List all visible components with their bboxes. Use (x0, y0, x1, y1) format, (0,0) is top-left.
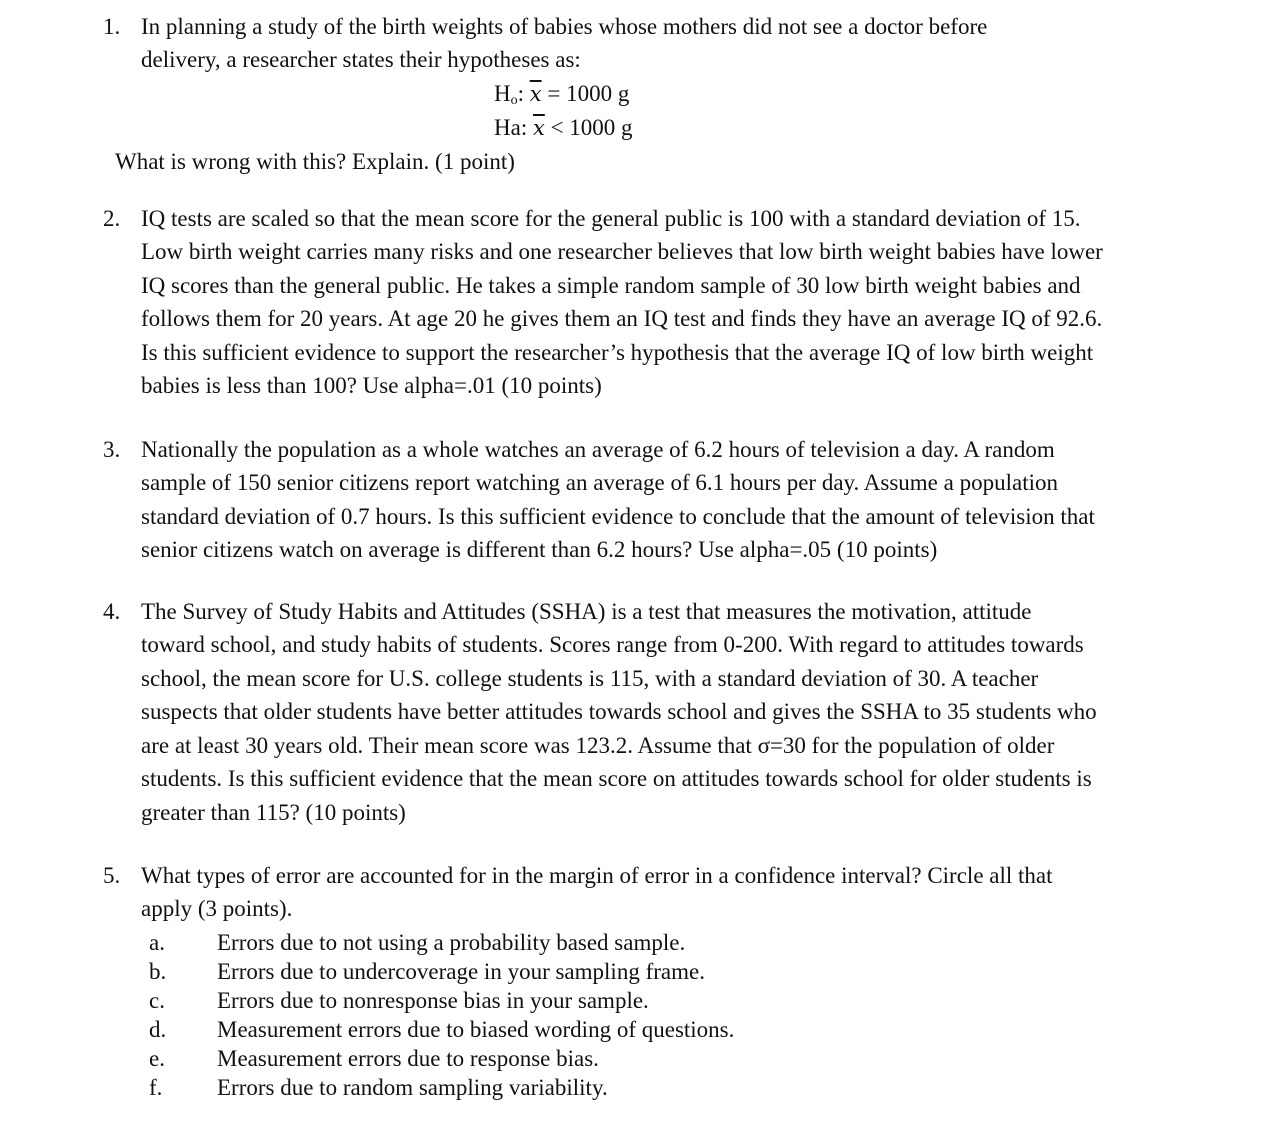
option-text: Errors due to not using a probability based sample. (217, 930, 686, 955)
option-letter: c. (149, 988, 165, 1013)
option-text: Measurement errors due to response bias. (217, 1046, 599, 1071)
option-text: Measurement errors due to biased wording of questions. (217, 1017, 735, 1042)
question-number: 4. (103, 599, 121, 624)
question-number: 2. (103, 206, 121, 231)
question-text-line: delivery, a researcher states their hypotheses as: (141, 47, 581, 72)
question-number: 3. (103, 437, 121, 462)
question-text-line: IQ tests are scaled so that the mean score for the general public is 100 with a standard deviation of 15. (141, 206, 1081, 231)
question-text-line: follows them for 20 years. At age 20 he gives them an IQ test and finds they have an average IQ of 92.6. (141, 306, 1103, 331)
null-hypothesis: $H_o$: $\overline{x} = 1000$ g (494, 81, 630, 108)
question-text-line: In planning a study of the birth weights of babies whose mothers did not see a doctor before (141, 14, 988, 39)
option-letter: e. (149, 1046, 165, 1071)
question-text-line: Nationally the population as a whole watches an average of 6.2 hours of television a day. A random (141, 437, 1055, 462)
option-text: Errors due to random sampling variability. (217, 1075, 608, 1100)
option-letter: d. (149, 1017, 167, 1042)
question-text-line: suspects that older students have better attitudes towards school and gives the SSHA to 35 students who (141, 699, 1097, 724)
question-text-line: school, the mean score for U.S. college students is 115, with a standard deviation of 30. A teacher (141, 666, 1039, 691)
question-number: 5. (103, 863, 121, 888)
question-text-line: sample of 150 senior citizens report watching an average of 6.1 hours per day. Assume a population (141, 470, 1058, 495)
option-letter: f. (149, 1075, 163, 1100)
alternative-hypothesis: Ha: $\overline{x} < 1000$ g (494, 115, 633, 140)
question-text-line: Is this sufficient evidence to support the researcher’s hypothesis that the average IQ of low birth weight (141, 340, 1094, 365)
question-text-line: greater than 115? (10 points) (141, 800, 406, 825)
question-text-line: Low birth weight carries many risks and one researcher believes that low birth weight babies have lower (141, 239, 1103, 264)
question-text-line: The Survey of Study Habits and Attitudes (SSHA) is a test that measures the motivation, attitude (141, 599, 1032, 624)
question-text-line: babies is less than 100? Use alpha=.01 (10 points) (141, 373, 602, 398)
option-text: Errors due to undercoverage in your sampling frame. (217, 959, 705, 984)
option-letter: b. (149, 959, 167, 984)
question-text-line: toward school, and study habits of students. Scores range from 0-200. With regard to attitudes towards (141, 632, 1084, 657)
question-prompt: What is wrong with this? Explain. (1 point) (115, 149, 515, 174)
question-text-line: IQ scores than the general public. He takes a simple random sample of 30 low birth weight babies and (141, 273, 1081, 298)
question-text-line: apply (3 points). (141, 896, 293, 921)
question-text-line: senior citizens watch on average is different than 6.2 hours? Use alpha=.05 (10 points) (141, 537, 938, 562)
option-text: Errors due to nonresponse bias in your sample. (217, 988, 649, 1013)
question-text-line: standard deviation of 0.7 hours. Is this sufficient evidence to conclude that the amount of television that (141, 504, 1095, 529)
option-letter: a. (149, 930, 165, 955)
question-text-line: What types of error are accounted for in the margin of error in a confidence interval? Circle all that (141, 863, 1053, 888)
question-text-line: students. Is this sufficient evidence that the mean score on attitudes towards school for older students is (141, 766, 1092, 791)
question-text-line: are at least 30 years old. Their mean score was 123.2. Assume that σ=30 for the population of older (141, 733, 1055, 758)
question-number: 1. (103, 14, 121, 39)
